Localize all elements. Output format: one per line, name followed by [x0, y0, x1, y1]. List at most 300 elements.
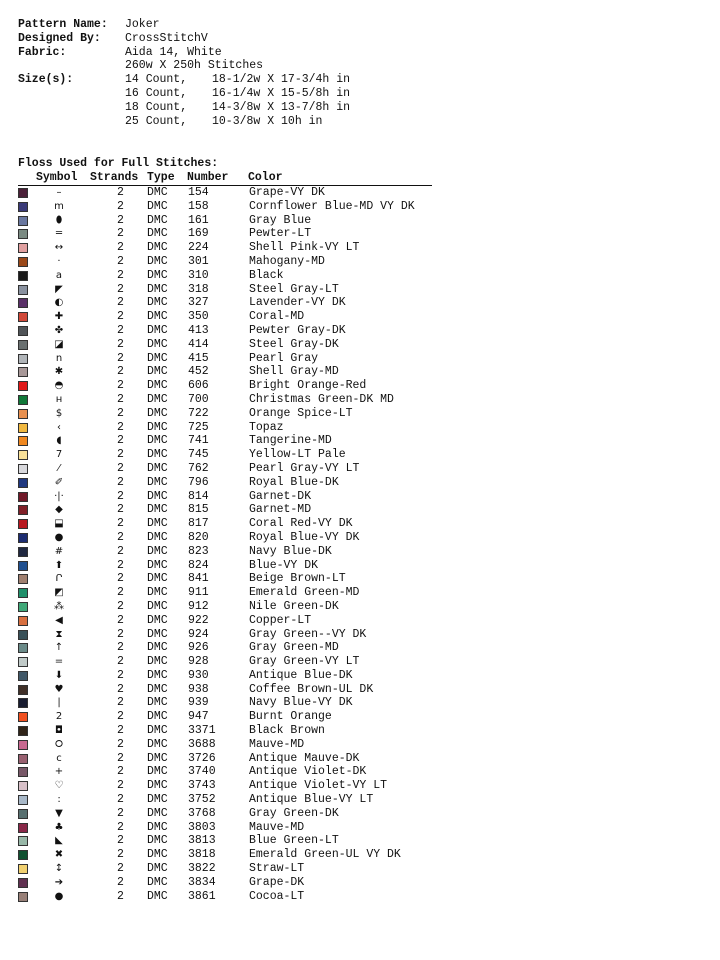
stitch-symbol: ●: [54, 890, 64, 902]
number-value: 796: [188, 475, 209, 489]
floss-row: [18, 462, 478, 476]
stitch-symbol: n: [55, 352, 63, 364]
number-value: 928: [188, 655, 209, 669]
stitch-symbol: ⁄: [58, 462, 60, 474]
floss-row: [18, 710, 478, 724]
floss-table: [18, 186, 478, 903]
color-swatch: [18, 602, 28, 612]
color-name: Black: [249, 268, 284, 282]
color-swatch: [18, 478, 28, 488]
color-swatch: [18, 202, 28, 212]
color-name: Mahogany-MD: [249, 254, 325, 268]
strands-value: 2: [117, 406, 124, 420]
number-value: 700: [188, 392, 209, 406]
stitch-symbol: ◐: [54, 297, 64, 309]
color-name: Bright Orange-Red: [249, 379, 367, 393]
color-name: Antique Blue-VY LT: [249, 793, 374, 807]
fabric-row: [18, 46, 350, 60]
number-value: 947: [188, 710, 209, 724]
number-value: 3818: [188, 848, 216, 862]
type-value: DMC: [147, 517, 168, 531]
floss-row: [18, 531, 478, 545]
size-dims: 18-1/2w X 17-3/4h in: [212, 73, 351, 87]
number-value: 912: [188, 599, 209, 613]
sizes-row: [18, 73, 351, 128]
floss-row: [18, 628, 478, 642]
number-value: 3371: [188, 724, 216, 738]
color-name: Lavender-VY DK: [249, 296, 346, 310]
size-entry: [125, 115, 350, 129]
header-strands: Strands: [90, 171, 139, 184]
number-value: 725: [188, 420, 209, 434]
stitch-symbol: a: [55, 269, 63, 281]
stitch-symbol: ◣: [55, 835, 63, 847]
size-entry: [125, 87, 350, 101]
type-value: DMC: [147, 489, 168, 503]
type-value: DMC: [147, 724, 168, 738]
stitch-symbol: н: [55, 393, 63, 405]
color-swatch: [18, 616, 28, 626]
strands-value: 2: [117, 558, 124, 572]
color-name: Coral-MD: [249, 310, 305, 324]
type-value: DMC: [147, 641, 168, 655]
number-value: 3822: [188, 862, 216, 876]
color-swatch: [18, 326, 28, 336]
size-entry: [125, 101, 350, 115]
color-swatch: [18, 878, 28, 888]
color-name: Coffee Brown-UL DK: [249, 682, 374, 696]
type-value: DMC: [147, 241, 168, 255]
color-name: Pearl Gray-VY LT: [249, 461, 360, 475]
color-swatch: [18, 795, 28, 805]
size-count: 14 Count,: [125, 73, 188, 87]
strands-value: 2: [117, 503, 124, 517]
color-name: Orange Spice-LT: [249, 406, 353, 420]
pattern-name-label: Pattern Name:: [18, 18, 108, 31]
number-value: 745: [188, 448, 209, 462]
strands-value: 2: [117, 572, 124, 586]
floss-row: [18, 214, 478, 228]
color-swatch: [18, 492, 28, 502]
color-name: Antique Blue-DK: [249, 668, 353, 682]
strands-value: 2: [117, 820, 124, 834]
color-name: Cornflower Blue-MD VY DK: [249, 199, 415, 213]
number-value: 823: [188, 544, 209, 558]
number-value: 939: [188, 696, 209, 710]
number-value: 814: [188, 489, 209, 503]
color-swatch: [18, 395, 28, 405]
type-value: DMC: [147, 448, 168, 462]
strands-value: 2: [117, 475, 124, 489]
color-name: Gray Green-MD: [249, 641, 339, 655]
designer-label: Designed By:: [18, 31, 101, 45]
strands-value: 2: [117, 186, 124, 199]
size-dims: 14-3/8w X 13-7/8h in: [212, 100, 351, 114]
type-value: DMC: [147, 365, 168, 379]
sizes-list: [125, 73, 351, 128]
color-swatch: [18, 547, 28, 557]
type-value: DMC: [147, 406, 168, 420]
color-swatch: [18, 367, 28, 377]
color-swatch: [18, 298, 28, 308]
type-value: DMC: [147, 420, 168, 434]
type-value: DMC: [147, 668, 168, 682]
color-swatch: [18, 312, 28, 322]
number-value: 722: [188, 406, 209, 420]
number-value: 3740: [188, 765, 216, 779]
strands-value: 2: [117, 296, 124, 310]
floss-row: [18, 890, 478, 904]
strands-value: 2: [117, 199, 124, 213]
floss-row: [18, 421, 478, 435]
stitch-symbol: ♥: [54, 683, 64, 695]
strands-value: 2: [117, 599, 124, 613]
type-value: DMC: [147, 558, 168, 572]
type-value: DMC: [147, 765, 168, 779]
color-name: Antique Violet-DK: [249, 765, 367, 779]
number-value: 924: [188, 627, 209, 641]
strands-value: 2: [117, 682, 124, 696]
floss-row: [18, 696, 478, 710]
strands-value: 2: [117, 379, 124, 393]
type-value: DMC: [147, 599, 168, 613]
color-swatch: [18, 685, 28, 695]
strands-value: 2: [117, 268, 124, 282]
color-name: Navy Blue-VY DK: [249, 696, 353, 710]
stitch-symbol: ⧗: [55, 628, 63, 640]
stitch-symbol: ✖: [54, 849, 64, 861]
strands-value: 2: [117, 544, 124, 558]
color-swatch: [18, 450, 28, 460]
floss-row: [18, 255, 478, 269]
color-swatch: [18, 574, 28, 584]
type-value: DMC: [147, 379, 168, 393]
number-value: 224: [188, 241, 209, 255]
fabric-label: Fabric:: [18, 45, 67, 59]
floss-row: [18, 779, 478, 793]
color-name: Garnet-MD: [249, 503, 312, 517]
strands-value: 2: [117, 351, 124, 365]
strands-value: 2: [117, 875, 124, 889]
stitch-symbol: ◩: [54, 587, 64, 599]
strands-value: 2: [117, 862, 124, 876]
strands-value: 2: [117, 751, 124, 765]
floss-row: [18, 793, 478, 807]
strands-value: 2: [117, 420, 124, 434]
size-entry: [125, 73, 350, 87]
stitch-symbol: ✐: [54, 476, 64, 488]
stitch-symbol: ═: [55, 228, 63, 240]
color-swatch: [18, 740, 28, 750]
color-name: Tangerine-MD: [249, 434, 332, 448]
stitch-symbol: Ր: [55, 573, 63, 585]
stitch-symbol: ·|·: [54, 490, 64, 502]
stitch-symbol: ⁂: [54, 600, 64, 612]
stitch-symbol: ◖: [56, 435, 62, 447]
floss-row: [18, 490, 478, 504]
pattern-info: [18, 18, 351, 128]
type-value: DMC: [147, 461, 168, 475]
number-value: 606: [188, 379, 209, 393]
strands-value: 2: [117, 310, 124, 324]
floss-row: [18, 476, 478, 490]
floss-row: [18, 283, 478, 297]
stitch-symbol: –: [56, 187, 62, 198]
number-value: 415: [188, 351, 209, 365]
floss-row: [18, 834, 478, 848]
type-value: DMC: [147, 779, 168, 793]
floss-row: [18, 765, 478, 779]
type-value: DMC: [147, 544, 168, 558]
number-value: 824: [188, 558, 209, 572]
number-value: 3688: [188, 737, 216, 751]
floss-row: [18, 807, 478, 821]
color-name: Garnet-DK: [249, 489, 312, 503]
header-color: Color: [248, 171, 283, 184]
strands-value: 2: [117, 337, 124, 351]
color-name: Royal Blue-VY DK: [249, 530, 360, 544]
color-name: Pewter-LT: [249, 227, 312, 241]
number-value: 413: [188, 323, 209, 337]
color-swatch: [18, 271, 28, 281]
color-name: Blue Green-LT: [249, 834, 339, 848]
type-value: DMC: [147, 682, 168, 696]
strands-value: 2: [117, 586, 124, 600]
color-swatch: [18, 643, 28, 653]
header-symbol: Symbol: [36, 171, 78, 184]
strands-value: 2: [117, 765, 124, 779]
number-value: 3834: [188, 875, 216, 889]
color-name: Grape-DK: [249, 875, 305, 889]
type-value: DMC: [147, 199, 168, 213]
color-swatch: [18, 657, 28, 667]
floss-row: [18, 338, 478, 352]
color-name: Black Brown: [249, 724, 325, 738]
stitch-symbol: ↔: [54, 242, 64, 254]
color-swatch: [18, 519, 28, 529]
size-dims: 16-1/4w X 15-5/8h in: [212, 86, 351, 100]
type-value: DMC: [147, 310, 168, 324]
number-value: 3803: [188, 820, 216, 834]
color-name: Shell Pink-VY LT: [249, 241, 360, 255]
color-swatch: [18, 726, 28, 736]
color-swatch: [18, 809, 28, 819]
color-name: Straw-LT: [249, 862, 305, 876]
size-count: 18 Count,: [125, 100, 188, 114]
floss-row: [18, 862, 478, 876]
color-name: Antique Violet-VY LT: [249, 779, 388, 793]
floss-row: [18, 517, 478, 531]
floss-row: [18, 186, 478, 200]
color-swatch: [18, 630, 28, 640]
strands-value: 2: [117, 213, 124, 227]
floss-row: [18, 655, 478, 669]
type-value: DMC: [147, 710, 168, 724]
color-name: Gray Blue: [249, 213, 312, 227]
stitch-symbol: 2: [55, 711, 63, 723]
floss-row: [18, 724, 478, 738]
floss-row: [18, 876, 478, 890]
stitch-symbol: ✱: [54, 366, 64, 378]
stitch-symbol: |: [57, 697, 61, 709]
type-value: DMC: [147, 889, 168, 903]
strands-value: 2: [117, 834, 124, 848]
color-swatch: [18, 698, 28, 708]
strands-value: 2: [117, 779, 124, 793]
stitch-symbol: ↕: [54, 863, 64, 875]
color-name: Pearl Gray: [249, 351, 319, 365]
number-value: 3752: [188, 793, 216, 807]
number-value: 3726: [188, 751, 216, 765]
color-name: Yellow-LT Pale: [249, 448, 346, 462]
type-value: DMC: [147, 586, 168, 600]
type-value: DMC: [147, 848, 168, 862]
floss-row: [18, 393, 478, 407]
stitches-value: 260w X 250h Stitches: [125, 59, 264, 73]
number-value: 922: [188, 613, 209, 627]
stitch-symbol: ⬓: [54, 518, 64, 530]
strands-value: 2: [117, 613, 124, 627]
type-value: DMC: [147, 737, 168, 751]
stitch-symbol: ♣: [54, 821, 64, 833]
color-name: Pewter Gray-DK: [249, 323, 346, 337]
strands-value: 2: [117, 806, 124, 820]
type-value: DMC: [147, 834, 168, 848]
color-name: Coral Red-VY DK: [249, 517, 353, 531]
type-value: DMC: [147, 254, 168, 268]
type-value: DMC: [147, 282, 168, 296]
stitch-symbol: ·: [57, 255, 61, 267]
color-swatch: [18, 285, 28, 295]
type-value: DMC: [147, 806, 168, 820]
type-value: DMC: [147, 503, 168, 517]
strands-value: 2: [117, 323, 124, 337]
color-swatch: [18, 671, 28, 681]
color-name: Gray Green-DK: [249, 806, 339, 820]
type-value: DMC: [147, 392, 168, 406]
stitch-symbol: ♡: [54, 780, 64, 792]
strands-value: 2: [117, 489, 124, 503]
color-name: Mauve-MD: [249, 737, 305, 751]
stitch-symbol: ◤: [55, 283, 63, 295]
floss-row: [18, 200, 478, 214]
stitch-symbol: ●: [54, 531, 64, 543]
color-swatch: [18, 381, 28, 391]
color-swatch: [18, 767, 28, 777]
color-swatch: [18, 505, 28, 515]
stitch-symbol: $: [55, 407, 63, 419]
type-value: DMC: [147, 655, 168, 669]
strands-value: 2: [117, 724, 124, 738]
color-swatch: [18, 436, 28, 446]
type-value: DMC: [147, 627, 168, 641]
stitch-symbol: ◪: [54, 338, 64, 350]
header-type: Type: [147, 171, 175, 184]
type-value: DMC: [147, 475, 168, 489]
strands-value: 2: [117, 668, 124, 682]
color-name: Emerald Green-UL VY DK: [249, 848, 401, 862]
color-swatch: [18, 892, 28, 902]
floss-row: [18, 310, 478, 324]
stitch-symbol: +: [54, 766, 64, 778]
floss-row: [18, 572, 478, 586]
stitch-symbol: ↑: [54, 642, 64, 654]
strands-value: 2: [117, 254, 124, 268]
floss-row: [18, 545, 478, 559]
color-name: Mauve-MD: [249, 820, 305, 834]
color-swatch: [18, 216, 28, 226]
color-swatch: [18, 823, 28, 833]
floss-row: [18, 365, 478, 379]
type-value: DMC: [147, 613, 168, 627]
color-name: Topaz: [249, 420, 284, 434]
stitch-symbol: ◘: [55, 725, 63, 737]
color-name: Gray Green-VY LT: [249, 655, 360, 669]
strands-value: 2: [117, 848, 124, 862]
color-swatch: [18, 409, 28, 419]
color-swatch: [18, 781, 28, 791]
color-name: Emerald Green-MD: [249, 586, 360, 600]
floss-row: [18, 848, 478, 862]
color-name: Cocoa-LT: [249, 889, 305, 903]
number-value: 310: [188, 268, 209, 282]
floss-row: [18, 683, 478, 697]
stitch-symbol: ◓: [54, 380, 64, 392]
stitch-symbol: ◀: [55, 614, 63, 626]
fabric-value: Aida 14, White: [125, 45, 222, 59]
type-value: DMC: [147, 186, 168, 199]
strands-value: 2: [117, 889, 124, 903]
color-swatch: [18, 588, 28, 598]
strands-value: 2: [117, 710, 124, 724]
color-swatch: [18, 188, 28, 198]
color-swatch: [18, 423, 28, 433]
stitch-symbol: #: [54, 545, 64, 557]
color-name: Christmas Green-DK MD: [249, 392, 394, 406]
number-value: 350: [188, 310, 209, 324]
type-value: DMC: [147, 696, 168, 710]
color-name: Navy Blue-DK: [249, 544, 332, 558]
color-swatch: [18, 561, 28, 571]
number-value: 815: [188, 503, 209, 517]
floss-row: [18, 641, 478, 655]
floss-row: [18, 434, 478, 448]
number-value: 161: [188, 213, 209, 227]
stitch-symbol: ‹: [57, 421, 61, 433]
number-value: 3861: [188, 889, 216, 903]
stitch-symbol: ➔: [54, 876, 64, 888]
type-value: DMC: [147, 296, 168, 310]
floss-row: [18, 352, 478, 366]
type-value: DMC: [147, 351, 168, 365]
number-value: 820: [188, 530, 209, 544]
type-value: DMC: [147, 875, 168, 889]
floss-row: [18, 448, 478, 462]
strands-value: 2: [117, 282, 124, 296]
strands-value: 2: [117, 627, 124, 641]
stitch-symbol: m: [54, 200, 64, 212]
color-swatch: [18, 836, 28, 846]
number-value: 327: [188, 296, 209, 310]
stitch-symbol: ⬮: [55, 214, 63, 226]
type-value: DMC: [147, 434, 168, 448]
stitch-symbol: ✤: [54, 324, 64, 336]
stitch-symbol: ⭘: [55, 738, 63, 750]
color-name: Steel Gray-DK: [249, 337, 339, 351]
color-name: Blue-VY DK: [249, 558, 319, 572]
type-value: DMC: [147, 751, 168, 765]
number-value: 452: [188, 365, 209, 379]
